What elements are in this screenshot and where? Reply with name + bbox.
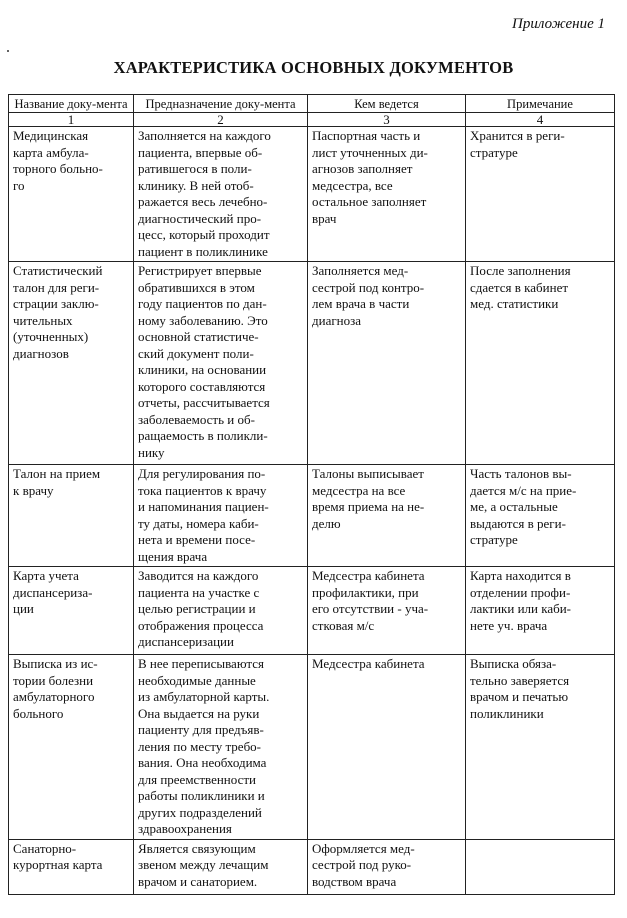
cell-line: и напоминания пациен- [138, 499, 269, 514]
cell-line: сестрой под контро- [312, 279, 425, 295]
cell-purpose [134, 465, 308, 567]
cell-line: Санаторно- [13, 840, 77, 856]
cell-by [308, 127, 466, 262]
column-number: 1 [9, 113, 134, 127]
cell-line: отображения процесса [138, 617, 264, 633]
table-row [9, 262, 615, 465]
cell-line: врачом и санаторием. [138, 873, 258, 889]
cell-line: Карта находится в [470, 568, 571, 583]
cell-line: медсестра, все [312, 177, 393, 193]
cell-line: лактики или каби- [470, 601, 572, 616]
cell-line: курортная карта [13, 857, 103, 872]
table-row [9, 655, 615, 840]
cell-line: основной статистиче- [138, 329, 259, 344]
header-note: Примечание [466, 95, 615, 113]
cell-line: других подразделений [138, 804, 262, 820]
cell-note [466, 127, 615, 262]
cell-by [308, 262, 466, 465]
cell-line: лем врача в части [312, 296, 410, 311]
cell-line: тории болезни [13, 672, 94, 688]
cell-line: сдается в кабинет [470, 279, 569, 295]
cell-line: диагностический про- [138, 210, 262, 226]
cell-line: стратуре [470, 144, 518, 160]
cell-note [466, 465, 615, 567]
cell-line: торного больно- [13, 161, 103, 176]
cell-by [308, 465, 466, 567]
cell-line: отчеты, рассчитывается [138, 395, 270, 410]
column-number: 2 [134, 113, 308, 127]
cell-line: пациенту для предъяв- [138, 722, 264, 737]
cell-line: пациента, впервые об- [138, 144, 263, 160]
cell-line: Она выдается на руки [138, 705, 260, 721]
cell-purpose [134, 262, 308, 465]
cell-line: Талоны выписывает [312, 466, 424, 481]
cell-line: стратуре [470, 532, 518, 547]
cell-line: звеном между лечащим [138, 857, 269, 872]
cell-line: обратившихся в этом [138, 279, 255, 295]
scan-speck [7, 50, 9, 52]
cell-line: поликлиники [470, 705, 544, 721]
cell-name [9, 839, 134, 894]
cell-line: профилактики, при [312, 584, 419, 600]
column-number: 4 [466, 113, 615, 127]
cell-line: клиники, на основании [138, 362, 267, 377]
cell-line: цесс, который проходит [138, 227, 270, 242]
cell-line: к врачу [13, 482, 54, 498]
cell-line: щения врача [138, 548, 208, 564]
cell-line: году пациентов по дан- [138, 296, 267, 311]
cell-line: для преемственности [138, 771, 256, 787]
cell-line: Выписка обяза- [470, 656, 557, 671]
cell-line: стковая м/с [312, 617, 375, 633]
cell-line: больного [13, 705, 64, 721]
cell-line: В нее переписываются [138, 656, 264, 671]
cell-name [9, 655, 134, 840]
cell-line: водством врача [312, 873, 397, 889]
cell-line: ления по месту требо- [138, 738, 262, 754]
cell-name [9, 567, 134, 655]
cell-line: Заводится на каждого [138, 568, 259, 583]
cell-line: тельно заверяется [470, 672, 570, 688]
cell-line: Часть талонов вы- [470, 466, 572, 481]
cell-purpose [134, 655, 308, 840]
cell-line: Паспортная часть и [312, 128, 421, 143]
cell-line: талон для реги- [13, 279, 100, 295]
cell-note [466, 262, 615, 465]
cell-line: нику [138, 444, 165, 460]
cell-by [308, 655, 466, 840]
cell-line: амбулаторного [13, 689, 95, 704]
cell-line: ратившегося в поли- [138, 161, 252, 176]
cell-line: ции [13, 601, 34, 616]
cell-line: здравоохранения [138, 821, 232, 836]
cell-line: пациент в поликлинике [138, 243, 268, 259]
cell-line: ту даты, номера каби- [138, 515, 259, 531]
cell-line: Выписка из ис- [13, 656, 98, 671]
cell-line: остальное заполняет [312, 194, 427, 209]
cell-line: диагноза [312, 312, 362, 328]
cell-line: выдаются в реги- [470, 515, 566, 531]
cell-line: нете уч. врача [470, 617, 548, 633]
cell-name [9, 262, 134, 465]
cell-line: Регистрирует впервые [138, 263, 262, 278]
cell-line: Талон на прием [13, 466, 101, 481]
cell-line: ский документ поли- [138, 345, 254, 361]
cell-purpose [134, 567, 308, 655]
cell-line: мед. статистики [470, 296, 559, 311]
cell-line: го [13, 177, 25, 193]
documents-table [8, 94, 615, 895]
cell-line: чительных [13, 312, 73, 328]
cell-line: клинику. В ней отоб- [138, 177, 254, 193]
cell-line: отделении профи- [470, 584, 571, 600]
cell-name [9, 465, 134, 567]
cell-line: Карта учета [13, 568, 79, 583]
cell-line: ному заболеванию. Это [138, 312, 268, 328]
header-purpose: Предназначение доку-мента [134, 95, 308, 113]
appendix-label: Приложение 1 [512, 16, 605, 32]
column-number-row [9, 113, 615, 127]
cell-line: заболеваемость и об- [138, 411, 255, 427]
cell-line: необходимые данные [138, 672, 256, 688]
cell-line: дается м/с на прие- [470, 482, 577, 498]
cell-line: тока пациентов к врачу [138, 482, 267, 498]
cell-line: которого составляются [138, 378, 266, 394]
cell-line: медсестра на все [312, 482, 406, 498]
cell-line: карта амбула- [13, 144, 89, 160]
cell-line: ражается весь лечебно- [138, 194, 268, 209]
page-title: ХАРАКТЕРИСТИКА ОСНОВНЫХ ДОКУМЕНТОВ [113, 58, 514, 77]
cell-line: (уточненных) [13, 329, 89, 344]
cell-purpose [134, 839, 308, 894]
table-row [9, 127, 615, 262]
cell-line: его отсутствии - уча- [312, 601, 429, 616]
cell-note [466, 839, 615, 894]
cell-line: Медсестра кабинета [312, 656, 425, 671]
cell-line: Заполняется на каждого [138, 128, 271, 143]
cell-line: Медсестра кабинета [312, 568, 425, 583]
cell-line: Является связующим [138, 840, 256, 856]
table-row [9, 465, 615, 567]
cell-line: страции заклю- [13, 296, 99, 311]
cell-line: Статистический [13, 263, 103, 278]
cell-note [466, 655, 615, 840]
table-row [9, 567, 615, 655]
cell-by [308, 839, 466, 894]
cell-line: врачом и печатью [470, 689, 569, 704]
cell-line: вания. Она необходима [138, 755, 267, 770]
cell-line: работы поликлиники и [138, 788, 265, 803]
cell-by [308, 567, 466, 655]
cell-line: врач [312, 210, 337, 226]
header-name: Название доку-мента [9, 95, 134, 113]
cell-purpose [134, 127, 308, 262]
table-row [9, 839, 615, 894]
header-row [9, 95, 615, 113]
cell-line: Хранится в реги- [470, 128, 565, 143]
cell-line: Заполняется мед- [312, 263, 409, 278]
cell-line: ращаемость в поликли- [138, 428, 268, 443]
cell-line: из амбулаторной карты. [138, 689, 270, 704]
header-by: Кем ведется [308, 95, 466, 113]
cell-line: После заполнения [470, 263, 571, 278]
cell-line: делю [312, 515, 341, 531]
cell-line: Оформляется мед- [312, 840, 415, 856]
cell-name [9, 127, 134, 262]
cell-line: Для регулирования по- [138, 466, 266, 481]
cell-line: время приема на не- [312, 499, 425, 514]
cell-note [466, 567, 615, 655]
cell-line: ме, а остальные [470, 499, 558, 514]
cell-line: лист уточненных ди- [312, 144, 428, 160]
cell-line: нета и времени посе- [138, 532, 256, 547]
cell-line: Медицинская [13, 128, 89, 143]
cell-line: диспансеризa- [13, 584, 93, 600]
cell-line: диспансеризации [138, 634, 234, 649]
column-number: 3 [308, 113, 466, 127]
cell-line: сестрой под руко- [312, 857, 412, 872]
cell-line: диагнозов [13, 345, 69, 361]
cell-line: целью регистрации и [138, 601, 256, 616]
cell-line: пациента на участке с [138, 584, 260, 600]
cell-line: агнозов заполняет [312, 161, 413, 176]
